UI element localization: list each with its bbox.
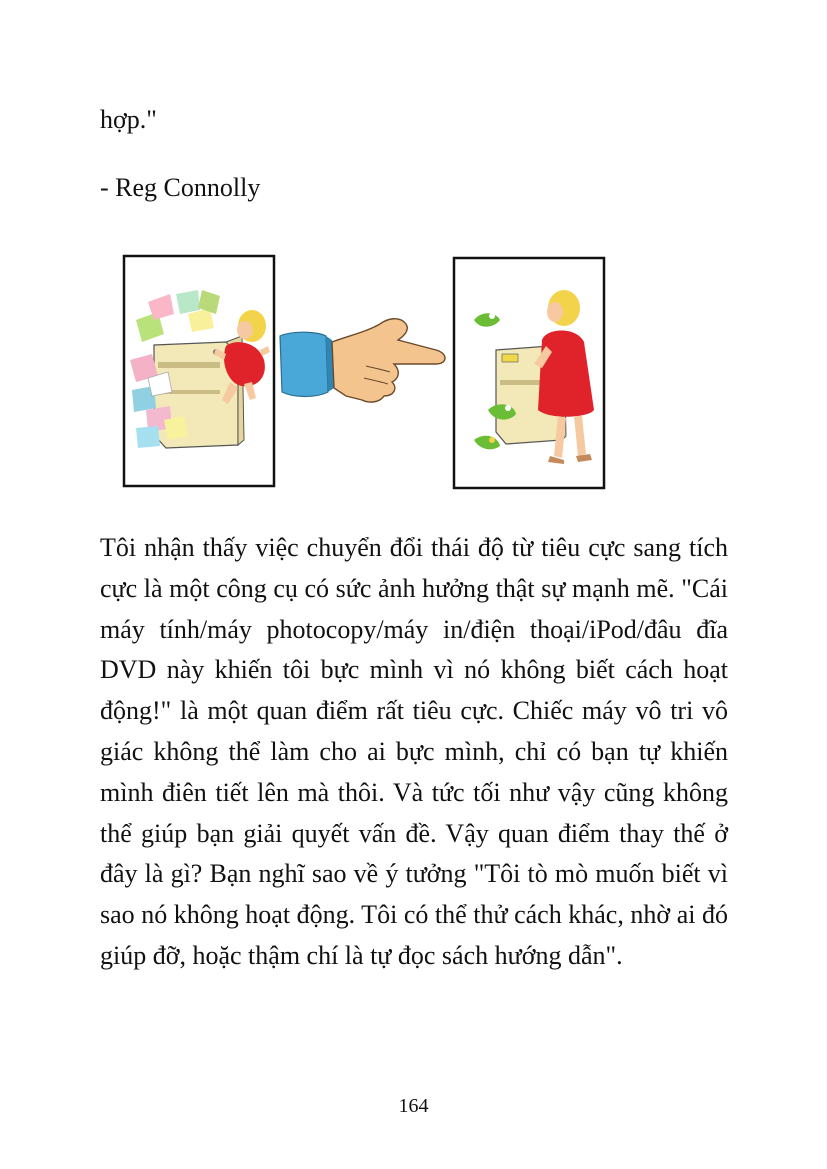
body-paragraph: Tôi nhận thấy việc chuyển đổi thái độ từ tiêu cực sang tích cực là một công cụ có sức ảnh hưởng thật sự mạnh mẽ. "Cái máy tính/máy photocopy/máy in/điện thoại/iPod/đâu đĩa DVD này khiến tôi bực mình vì nó không biết cách hoạt động!" là một quan điểm rất tiêu cực. Chiếc máy vô tri vô giác không thể làm cho ai bực mình, chỉ có bạn tự khiến mình điên tiết lên mà thôi. Và tức tối như vậy cũng không thể giúp bạn giải quyết vấn đề. Vậy quan điểm thay thế ở đây là gì? Bạn nghĩ sao về ý tưởng "Tôi tò mò muốn biết vì sao nó không hoạt động. Tôi có thể thử cách khác, nhờ ai đó giúp đỡ, hoặc thậm chí là tự đọc sách hướng dẫn". <box>100 533 728 970</box>
left-panel-frustrated-photocopier <box>124 256 274 486</box>
page-number: 164 <box>398 1095 429 1117</box>
right-panel-curious-photocopier <box>454 258 604 488</box>
quote-author: - Reg Connolly <box>100 173 261 202</box>
quote-tail: hợp." <box>100 105 157 134</box>
pointing-hand-arrow <box>280 319 445 402</box>
illustration <box>118 250 728 495</box>
